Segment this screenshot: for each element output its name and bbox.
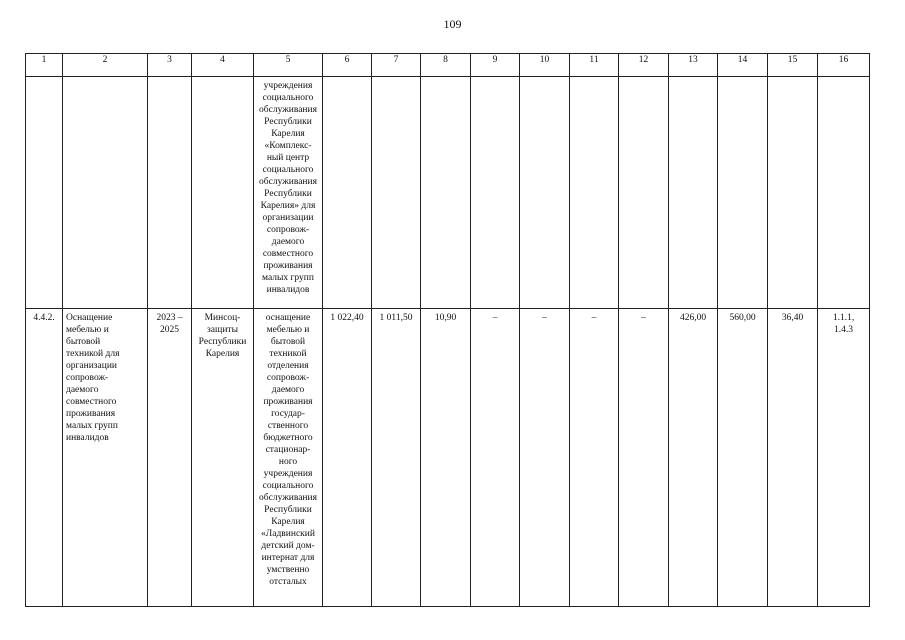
value-col8: 10,90: [434, 313, 457, 323]
table-cell: [254, 309, 323, 607]
table-cell: [619, 77, 669, 309]
header-cell: 7: [372, 54, 421, 77]
table-cell: [192, 309, 254, 607]
table-cell: [669, 77, 718, 309]
header-cell: 14: [718, 54, 768, 77]
header-cell: 4: [192, 54, 254, 77]
program-table: [25, 53, 870, 607]
header-cell: 1: [26, 54, 63, 77]
event-name: Оснащение мебелью и бытовой техникой для организации сопровож- даемого совместного проживания малых групп инвалидов: [66, 313, 120, 443]
table-cell: [619, 309, 669, 607]
header-cell: 16: [818, 54, 870, 77]
header-row: [26, 54, 870, 77]
header-cell: 11: [570, 54, 619, 77]
table-cell: [63, 77, 148, 309]
value-total: 1 022,40: [330, 313, 364, 323]
value-col13: 426,00: [679, 313, 707, 323]
table-cell: [570, 309, 619, 607]
table-cell: [520, 77, 570, 309]
table-cell: [148, 309, 192, 607]
table-cell: [818, 309, 870, 607]
table-cell: [421, 309, 471, 607]
table-cell: [520, 309, 570, 607]
value-col9: –: [492, 313, 498, 323]
table-cell: [63, 309, 148, 607]
value-col12: –: [641, 313, 646, 323]
table-cell: [471, 77, 520, 309]
item-number: 4.4.2.: [33, 313, 55, 323]
table-cell: [421, 77, 471, 309]
header-cell: 15: [768, 54, 818, 77]
page-number: 109: [443, 17, 462, 31]
value-col10: –: [542, 313, 547, 323]
table-cell: [323, 309, 372, 607]
table-row: [26, 309, 870, 607]
header-cell: 6: [323, 54, 372, 77]
table-cell: [323, 77, 372, 309]
header-cell: 10: [520, 54, 570, 77]
value-col11: –: [591, 313, 597, 323]
table-cell: [818, 77, 870, 309]
table-cell: [372, 309, 421, 607]
table-cell: [192, 77, 254, 309]
table-cell: [26, 309, 63, 607]
header-cell: 5: [254, 54, 323, 77]
table-cell: [768, 309, 818, 607]
result-description-cont: учреждения социального обслуживания Республики Карелия «Комплекс- ный центр социального обслуживания Республики Карелия» для организации сопровож- даемого совместного проживания малых групп инвалидов: [259, 81, 317, 295]
period: 2023 – 2025: [156, 313, 183, 335]
table-cell: [768, 77, 818, 309]
table-row: [26, 77, 870, 309]
table-cell: [471, 309, 520, 607]
table-cell: [669, 309, 718, 607]
table-cell: [570, 77, 619, 309]
table-cell: [26, 77, 63, 309]
table-cell: [372, 77, 421, 309]
table-cell: [254, 77, 323, 309]
indicator-links: 1.1.1, 1.4.3: [832, 313, 855, 335]
value-col14: 560,00: [729, 313, 756, 323]
table-cell: [718, 77, 768, 309]
value-col7: 1 011,50: [379, 313, 413, 323]
header-cell: 3: [148, 54, 192, 77]
header-cell: 8: [421, 54, 471, 77]
header-cell: 12: [619, 54, 669, 77]
responsible: Минсоц- защиты Республики Карелия: [198, 313, 247, 359]
header-cell: 2: [63, 54, 148, 77]
table-cell: [718, 309, 768, 607]
value-col15: 36,40: [781, 313, 804, 323]
result-description: оснащение мебелью и бытовой техникой отделения сопровож- даемого проживания государ- ственного бюджетного стационар- ного учреждения социального обслуживания Республики Карелия «Ладвинский детский дом- интернат для умственно отсталых: [259, 313, 317, 587]
header-cell: 9: [471, 54, 520, 77]
header-cell: 13: [669, 54, 718, 77]
table-cell: [148, 77, 192, 309]
